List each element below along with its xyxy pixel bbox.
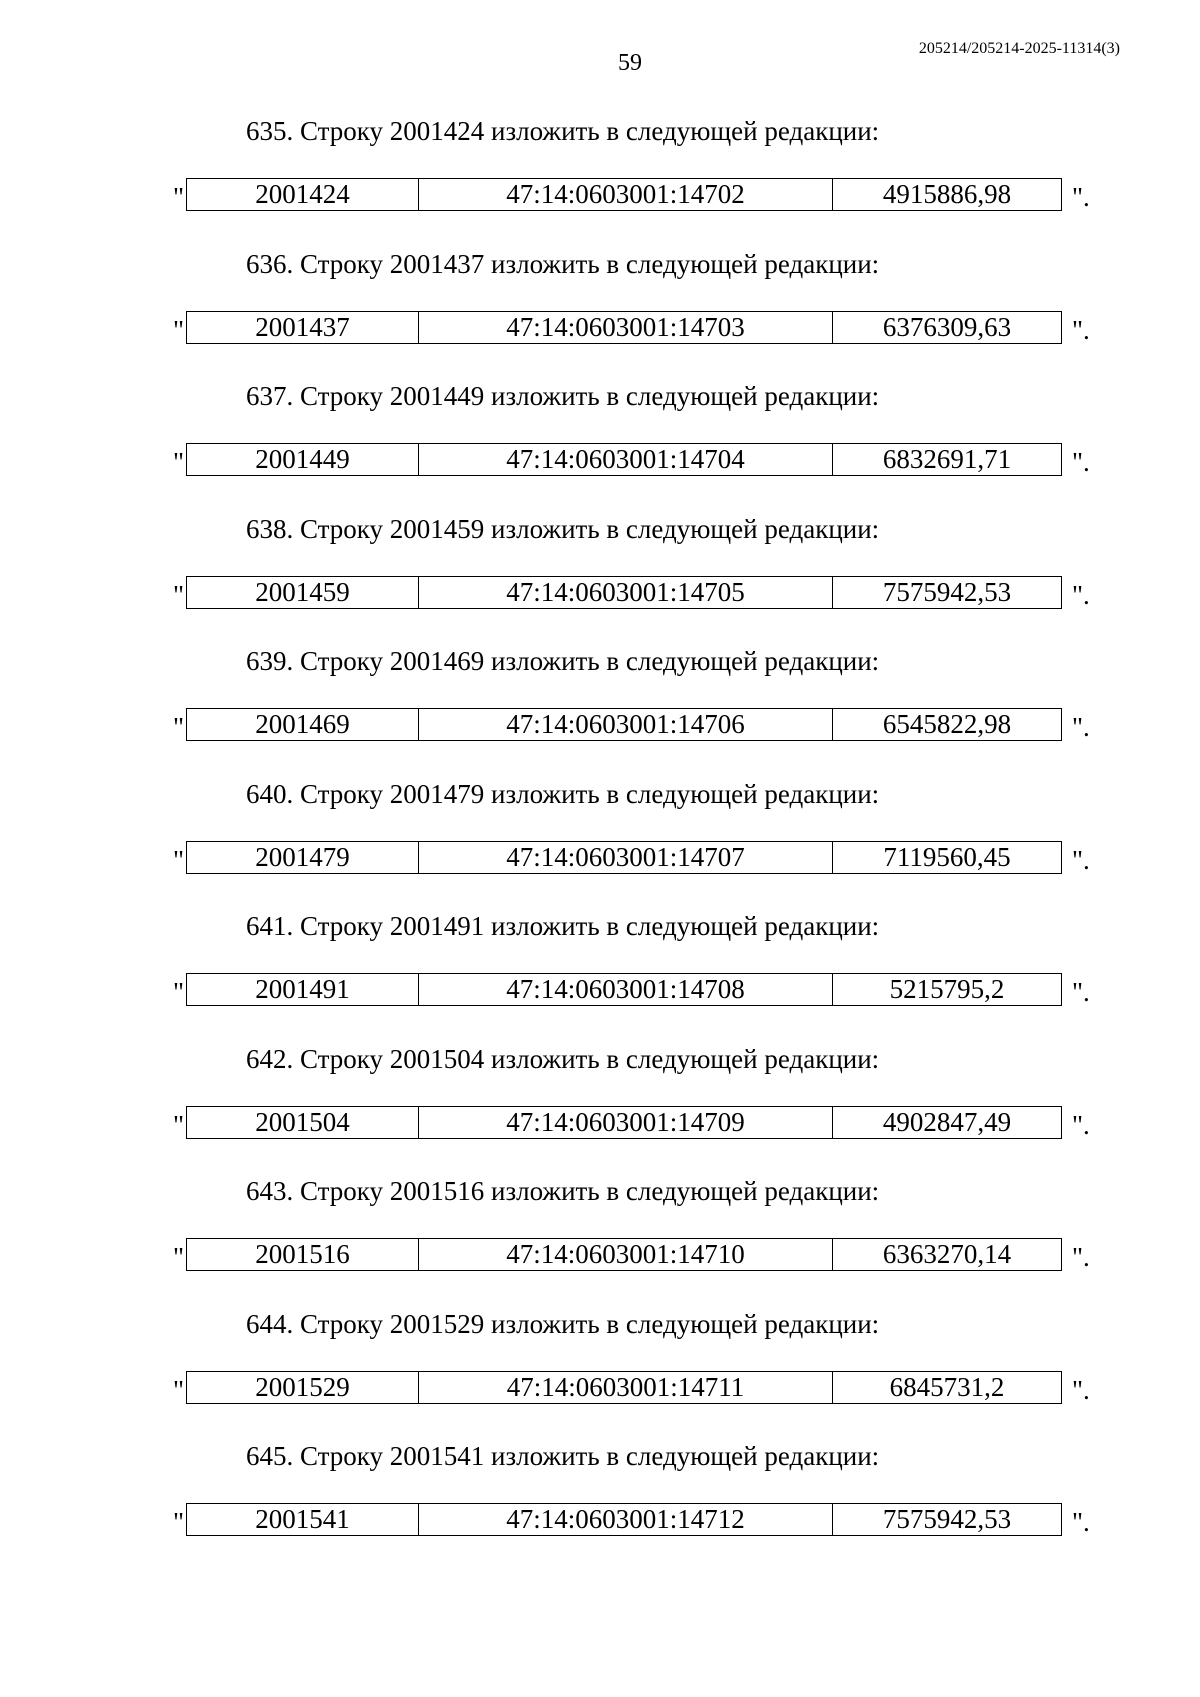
replacement-row-table <box>186 576 1062 609</box>
closing-quote: ". <box>1072 579 1090 610</box>
row-code-cell: 2001424 <box>187 179 419 211</box>
amendment-entry <box>0 644 1200 777</box>
amendment-entry <box>0 1042 1200 1175</box>
cadastral-number-cell: 47:14:0603001:14703 <box>419 311 833 343</box>
replacement-row-table <box>186 841 1062 874</box>
row-code-cell: 2001469 <box>187 709 419 741</box>
cadastral-value-cell: 7575942,53 <box>833 1504 1062 1536</box>
cadastral-number-cell: 47:14:0603001:14711 <box>419 1371 833 1403</box>
replacement-row-table <box>186 1238 1062 1271</box>
row-code-cell: 2001529 <box>187 1371 419 1403</box>
cadastral-number-cell: 47:14:0603001:14702 <box>419 179 833 211</box>
amendment-entry <box>0 1307 1200 1440</box>
closing-quote: ". <box>1072 182 1090 212</box>
replacement-row-table <box>186 178 1062 211</box>
amendment-entry <box>0 777 1200 910</box>
amendment-entry <box>0 1439 1200 1572</box>
amendment-entry <box>0 512 1200 645</box>
cadastral-value-cell: 4915886,98 <box>833 179 1062 211</box>
amendment-instruction: 636. Строку 2001437 изложить в следующей редакции: <box>246 248 880 279</box>
closing-quote: ". <box>1072 314 1090 345</box>
row-code-cell: 2001541 <box>187 1504 419 1536</box>
replacement-row-table <box>186 708 1062 741</box>
cadastral-number-cell: 47:14:0603001:14709 <box>419 1106 833 1138</box>
amendment-list <box>0 114 1200 1572</box>
amendment-instruction: 638. Строку 2001459 изложить в следующей редакции: <box>246 513 880 544</box>
amendment-entry <box>0 1174 1200 1307</box>
replacement-row-table <box>186 973 1062 1006</box>
amendment-instruction: 635. Строку 2001424 изложить в следующей редакции: <box>246 116 880 146</box>
row-code-cell: 2001516 <box>187 1239 419 1271</box>
amendment-instruction: 643. Строку 2001516 изложить в следующей редакции: <box>246 1176 880 1206</box>
cadastral-number-cell: 47:14:0603001:14707 <box>419 841 833 873</box>
amendment-instruction: 642. Строку 2001504 изложить в следующей редакции: <box>246 1043 880 1074</box>
opening-quote: " <box>173 1374 185 1405</box>
cadastral-value-cell: 6363270,14 <box>833 1239 1062 1271</box>
amendment-entry <box>0 909 1200 1042</box>
opening-quote: " <box>173 579 185 610</box>
amendment-instruction: 637. Строку 2001449 изложить в следующей редакции: <box>246 381 880 411</box>
amendment-instruction: 640. Строку 2001479 изложить в следующей редакции: <box>246 778 880 809</box>
amendment-entry <box>0 247 1200 380</box>
cadastral-number-cell: 47:14:0603001:14705 <box>419 576 833 608</box>
cadastral-value-cell: 7119560,45 <box>833 841 1062 873</box>
row-code-cell: 2001504 <box>187 1106 419 1138</box>
closing-quote: ". <box>1072 1374 1090 1405</box>
row-code-cell: 2001491 <box>187 974 419 1006</box>
opening-quote: " <box>173 447 185 477</box>
replacement-row-table <box>186 311 1062 344</box>
amendment-instruction: 641. Строку 2001491 изложить в следующей редакции: <box>246 911 880 941</box>
cadastral-value-cell: 6845731,2 <box>833 1371 1062 1403</box>
opening-quote: " <box>173 1109 185 1140</box>
row-code-cell: 2001437 <box>187 311 419 343</box>
cadastral-number-cell: 47:14:0603001:14704 <box>419 444 833 476</box>
cadastral-value-cell: 6545822,98 <box>833 709 1062 741</box>
opening-quote: " <box>173 182 185 212</box>
replacement-row-table <box>186 1371 1062 1404</box>
page-number: 59 <box>618 50 642 76</box>
closing-quote: ". <box>1072 1242 1090 1272</box>
cadastral-value-cell: 4902847,49 <box>833 1106 1062 1138</box>
cadastral-number-cell: 47:14:0603001:14710 <box>419 1239 833 1271</box>
document-id: 205214/205214-2025-11314(3) <box>918 40 1120 57</box>
cadastral-number-cell: 47:14:0603001:14706 <box>419 709 833 741</box>
replacement-row-table <box>186 1106 1062 1139</box>
opening-quote: " <box>173 844 185 875</box>
opening-quote: " <box>173 314 185 345</box>
amendment-instruction: 645. Строку 2001541 изложить в следующей редакции: <box>246 1441 880 1471</box>
closing-quote: ". <box>1072 712 1090 742</box>
replacement-row-table <box>186 1503 1062 1536</box>
row-code-cell: 2001459 <box>187 576 419 608</box>
closing-quote: ". <box>1072 977 1090 1007</box>
closing-quote: ". <box>1072 1507 1090 1537</box>
cadastral-number-cell: 47:14:0603001:14712 <box>419 1504 833 1536</box>
opening-quote: " <box>173 977 185 1007</box>
closing-quote: ". <box>1072 1109 1090 1140</box>
closing-quote: ". <box>1072 447 1090 477</box>
amendment-entry <box>0 379 1200 512</box>
closing-quote: ". <box>1072 844 1090 875</box>
opening-quote: " <box>173 1242 185 1272</box>
opening-quote: " <box>173 1507 185 1537</box>
row-code-cell: 2001449 <box>187 444 419 476</box>
amendment-instruction: 644. Строку 2001529 изложить в следующей редакции: <box>246 1308 880 1339</box>
row-code-cell: 2001479 <box>187 841 419 873</box>
opening-quote: " <box>173 712 185 742</box>
cadastral-value-cell: 6376309,63 <box>833 311 1062 343</box>
cadastral-number-cell: 47:14:0603001:14708 <box>419 974 833 1006</box>
amendment-entry <box>0 114 1200 247</box>
replacement-row-table <box>186 443 1062 476</box>
cadastral-value-cell: 5215795,2 <box>833 974 1062 1006</box>
cadastral-value-cell: 6832691,71 <box>833 444 1062 476</box>
cadastral-value-cell: 7575942,53 <box>833 576 1062 608</box>
amendment-instruction: 639. Строку 2001469 изложить в следующей редакции: <box>246 646 880 676</box>
